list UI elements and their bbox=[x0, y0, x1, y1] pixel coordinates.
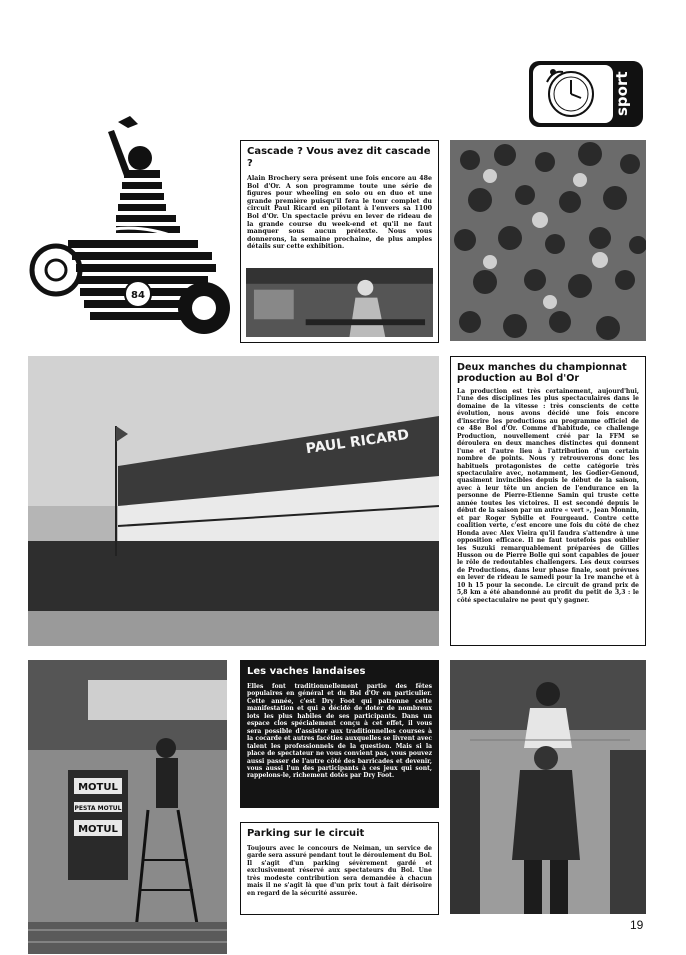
spectators-photo bbox=[450, 660, 646, 914]
article-parking-title: Parking sur le circuit bbox=[247, 828, 365, 839]
article-vaches-title: Les vaches landaises bbox=[247, 666, 366, 677]
grandstand-sign: PAUL RICARD bbox=[304, 426, 411, 458]
tower-sign-2: PESTA MOTUL bbox=[74, 805, 122, 812]
tower-sign-1: MOTUL bbox=[78, 782, 118, 793]
article-parking bbox=[240, 822, 439, 915]
article-vaches-body: Elles font traditionnellement partie des fêtes populaires en général et du Bol d'Or en particulier. Cette année, c'est Dry Foot qui patronne cette manifestation et qui a décidé de doter de nombreux lots les plus habiles de ses participants. Dans un espace clos spécialement conçu à cet effet, il vous sera possible d'assister aux traditionnelles courses à la cocarde et autres facéties auxquelles se livrent avec talent les professionnels de la question. Mais si la place de spectateur ne vous convient pas, vous pouvez aussi passer de l'autre côté des barricades et devenir, vous aussi l'un des participants à ces jeux qui sont, rappelons-le, richement dotés par Dry Foot. bbox=[247, 683, 432, 780]
article-cascade bbox=[240, 140, 439, 343]
tower-sign-3: MOTUL bbox=[78, 824, 118, 835]
tower-photo bbox=[28, 660, 227, 954]
crowd-photo bbox=[450, 140, 646, 341]
article-vaches bbox=[240, 660, 439, 808]
sport-logo bbox=[527, 58, 645, 130]
article-parking-body: Toujours avec le concours de Neiman, un service de garde sera assuré pendant tout le déroulement du Bol. Il s'agit d'un parking sévèrement gardé et exclusivement réservé aux spectateurs du Bol. Une très modeste contribution sera demandée à chacun mais il ne s'agit là que d'un prix tout à fait dérisoire en regard de la sécurité assurée. bbox=[247, 845, 432, 897]
wheelie-illustration bbox=[28, 112, 240, 342]
grandstand-photo bbox=[28, 356, 439, 646]
cascade-photo bbox=[246, 268, 433, 337]
page-number: 19 bbox=[630, 918, 644, 932]
bike-number: 84 bbox=[131, 290, 145, 301]
logo-text: sport bbox=[613, 71, 631, 117]
article-deux-manches-body: La production est très certainement, aujourd'hui, l'une des disciplines les plus spectaculaires dans le domaine de la vitesse : très conscients de cette évolution, nous avons décidé une fois encore d'inscrire les productions au programme officiel de ce 48e Bol d'Or. Comme d'habitude, ce challenge Production, nouvellement créé par la FFM se déroulera en deux manches distinctes qui donnent l'une et l'autre lieu à l'attribution d'un certain nombre de points. Nous y retrouverons donc les habituels protagonistes de cette catégorie très spectaculaire avec, notamment, les Godier-Genoud, quasiment invincibles depuis le début de la saison, avec à leur tête un ancien de l'endurance en la personne de Pierre-Etienne Samin qui truste cette année toutes les victoires. Il est secondé depuis le début de la saison par un autre « vert », Jean Monnin, et par Roger Sybille et Fourgeaud. Contre cette coalition verte, c'est encore une fois du côté de chez Honda avec Alex Vieira qu'il faudra s'attendre à une opposition efficace. Il ne faut toutefois pas oublier les Suzuki remarquablement préparées de Gilles Husson ou de Pierre Bolle qui sont capables de jouer le rôle de redoutables challengers. Les deux courses de Productions, dans leur phase finale, sont prévues en lever de rideau le samedi pour la 1re manche et à 10 h 15 pour la seconde. Le circuit de grand prix de 5,8 km a été abandonné au profit du petit de 3,3 : le côté spectaculaire ne peut qu'y gagner. bbox=[457, 388, 639, 604]
article-deux-manches bbox=[450, 356, 646, 646]
article-deux-manches-title: Deux manches du championnat production au Bol d'Or bbox=[457, 362, 627, 384]
article-cascade-body: Alain Brochery sera présent une fois encore au 48e Bol d'Or. A son programme toute une série de figures pour wheeling en solo ou en duo et une grande première puisqu'il fera le tour complet du circuit Paul Ricard en pilotant à l'envers sa 1100 Bol d'Or. Un spectacle prévu en lever de rideau de la grande course du week-end et qu'il ne faut manquer sous aucun prétexte. Nous vous donnerons, la semaine prochaine, de plus amples détails sur cette exhibition. bbox=[247, 175, 432, 251]
article-cascade-title: Cascade ? Vous avez dit cascade ? bbox=[247, 146, 431, 169]
